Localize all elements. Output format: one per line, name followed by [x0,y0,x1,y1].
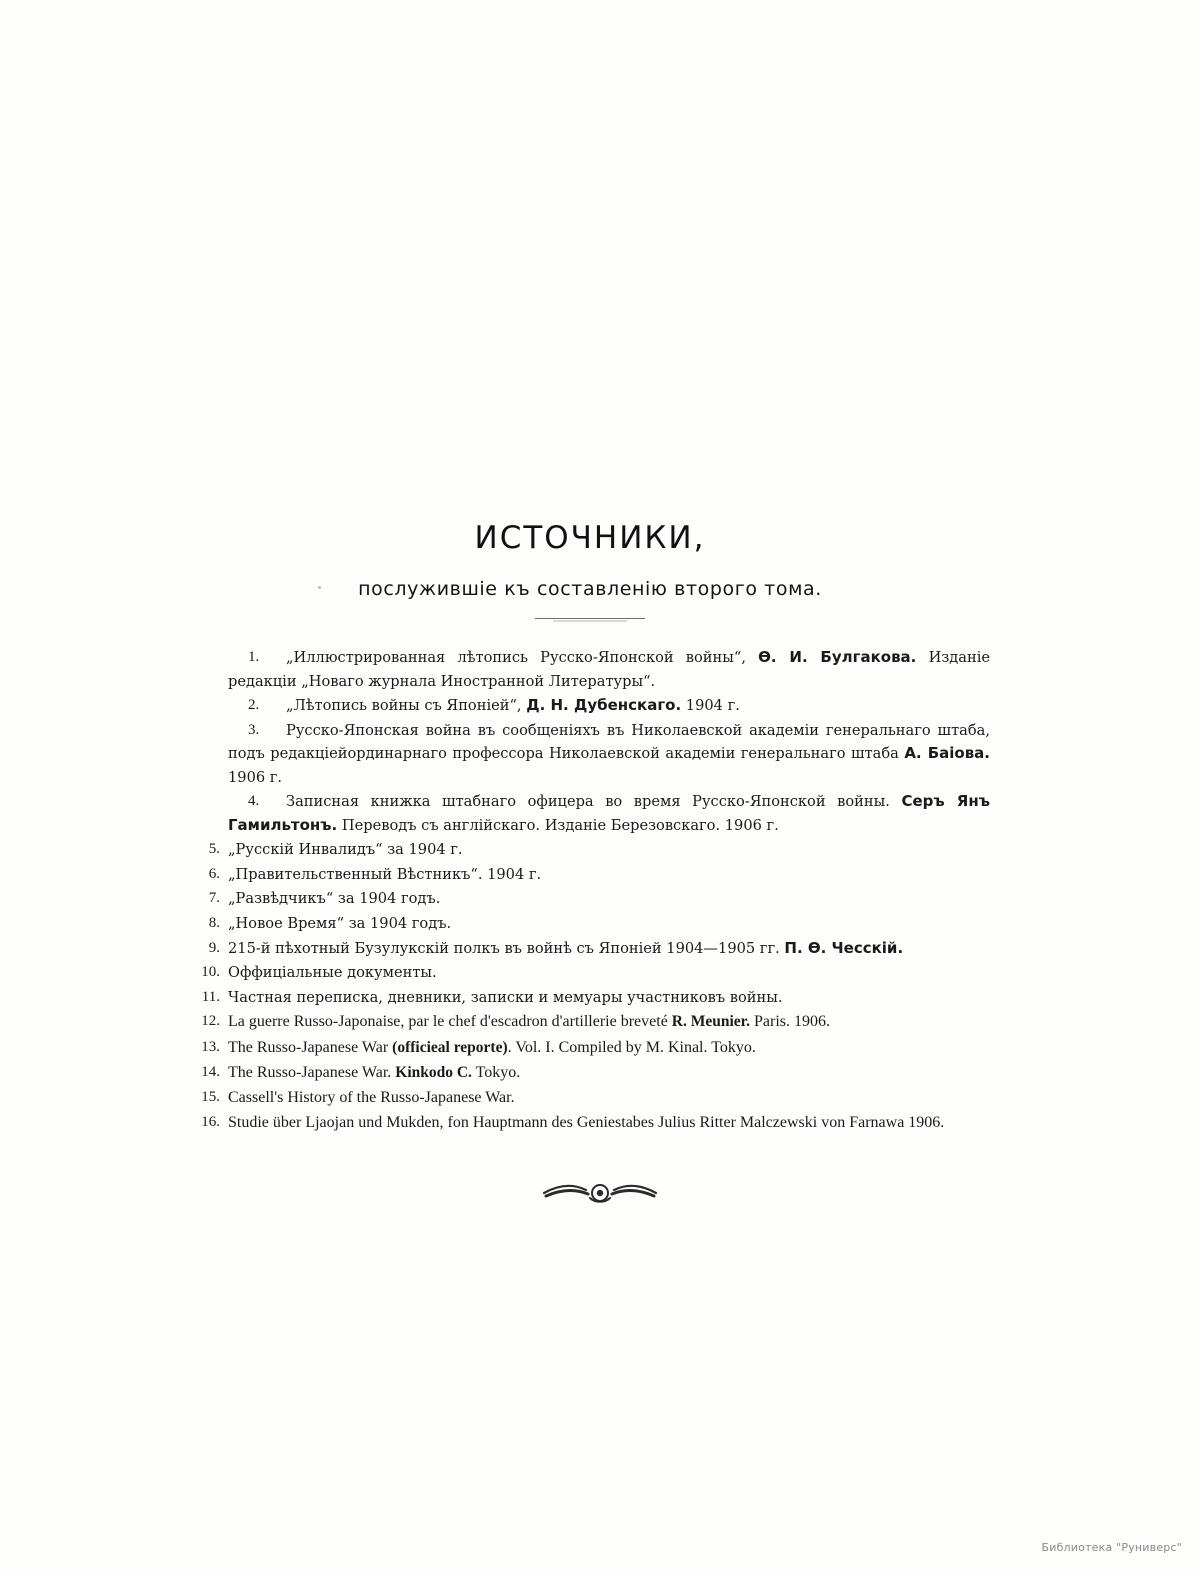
source-text: The Russo-Japanese War. [228,1063,396,1081]
source-text: Studie über Ljaojan und Mukden, fon Hauptmann des Geniestabes Julius Ritter Malczewski von Farnawa 1906. [228,1114,945,1132]
source-item [190,1061,990,1085]
source-item [190,719,990,790]
source-item [190,937,990,961]
source-item [190,646,990,693]
source-author: Д. Н. Дубенскаго. [526,696,682,715]
end-ornament [0,1180,1200,1211]
source-text: „Развѣдчикъ“ за 1904 годъ. [228,890,441,908]
source-item [190,1111,990,1135]
page-subtitle: послужившіе къ составленію второго тома. [358,578,822,600]
source-text-tail: Paris. 1906. [750,1013,831,1031]
source-author: (officieal reporte) [392,1038,508,1056]
source-author: Kinkodo C. [395,1063,472,1081]
source-text-tail: . Vol. I. Compiled by M. Kinal. Tokyo. [507,1038,756,1056]
source-text: „Лѣтопись войны съ Японіей“, [286,697,527,715]
source-item [190,887,990,911]
source-author: Серъ Янъ Гамильтонъ. [228,792,990,834]
source-text-tail: Tokyo. [471,1063,521,1081]
source-item [190,1010,990,1034]
source-item [190,694,990,718]
source-item [190,1036,990,1060]
source-author: А. Баіова. [904,744,991,763]
source-text-tail: Переводъ съ англійскаго. Изданіе Березовскаго. 1906 г. [337,816,779,834]
source-text: The Russo-Japanese War [228,1038,393,1056]
source-item [190,790,990,837]
source-item [190,986,990,1010]
document-body [190,520,990,1137]
source-item [190,912,990,936]
source-item [190,1086,990,1110]
source-text-tail: Изданіе редакціи „Новаго журнала Иностранной Литературы“. [228,649,990,690]
source-text: Записная книжка штабнаго офицера во время Русско-Японской войны. [286,793,902,811]
source-text-tail: 1904 г. [681,697,740,715]
source-item [190,838,990,862]
source-text: „Правительственный Вѣстникъ“. 1904 г. [228,865,542,883]
library-credit: Библиотека "Руниверс" [1041,1541,1182,1554]
source-author: R. Meunier. [671,1013,751,1031]
source-text: Оффиціальные документы. [228,964,437,982]
source-text-tail: 1906 г. [228,768,283,786]
source-text: Русско-Японская война въ сообщеніяхъ въ Николаевской академіи генеральнаго штаба, подъ редакціейординарнаго профессора Николаевской академіи генеральнаго штаба [228,721,990,763]
source-item [190,863,990,887]
source-author: Ѳ. И. Булгакова. [758,648,917,666]
sources-list [190,646,990,1136]
source-text: La guerre Russo-Japonaise, par le chef d'escadron d'artillerie breveté [228,1013,672,1031]
source-text: „Иллюстрированная лѣтопись Русско-Японской войны“, [286,649,759,666]
source-text: Cassell's History of the Russo-Japanese War. [228,1089,515,1107]
source-text: „Новое Время“ за 1904 годъ. [228,915,452,933]
source-text: 215-й пѣхотный Бузулукскій полкъ въ войнѣ съ Японіей 1904—1905 гг. [228,939,785,957]
source-author: П. Ѳ. Чесскій. [784,938,904,957]
title-divider [190,610,990,620]
source-text: „Русскій Инвалидъ“ за 1904 г. [228,841,463,859]
source-item [190,961,990,985]
source-text: Частная переписка, дневники, записки и мемуары участниковъ войны. [228,988,783,1006]
page-title: ИСТОЧНИКИ, [474,520,706,556]
